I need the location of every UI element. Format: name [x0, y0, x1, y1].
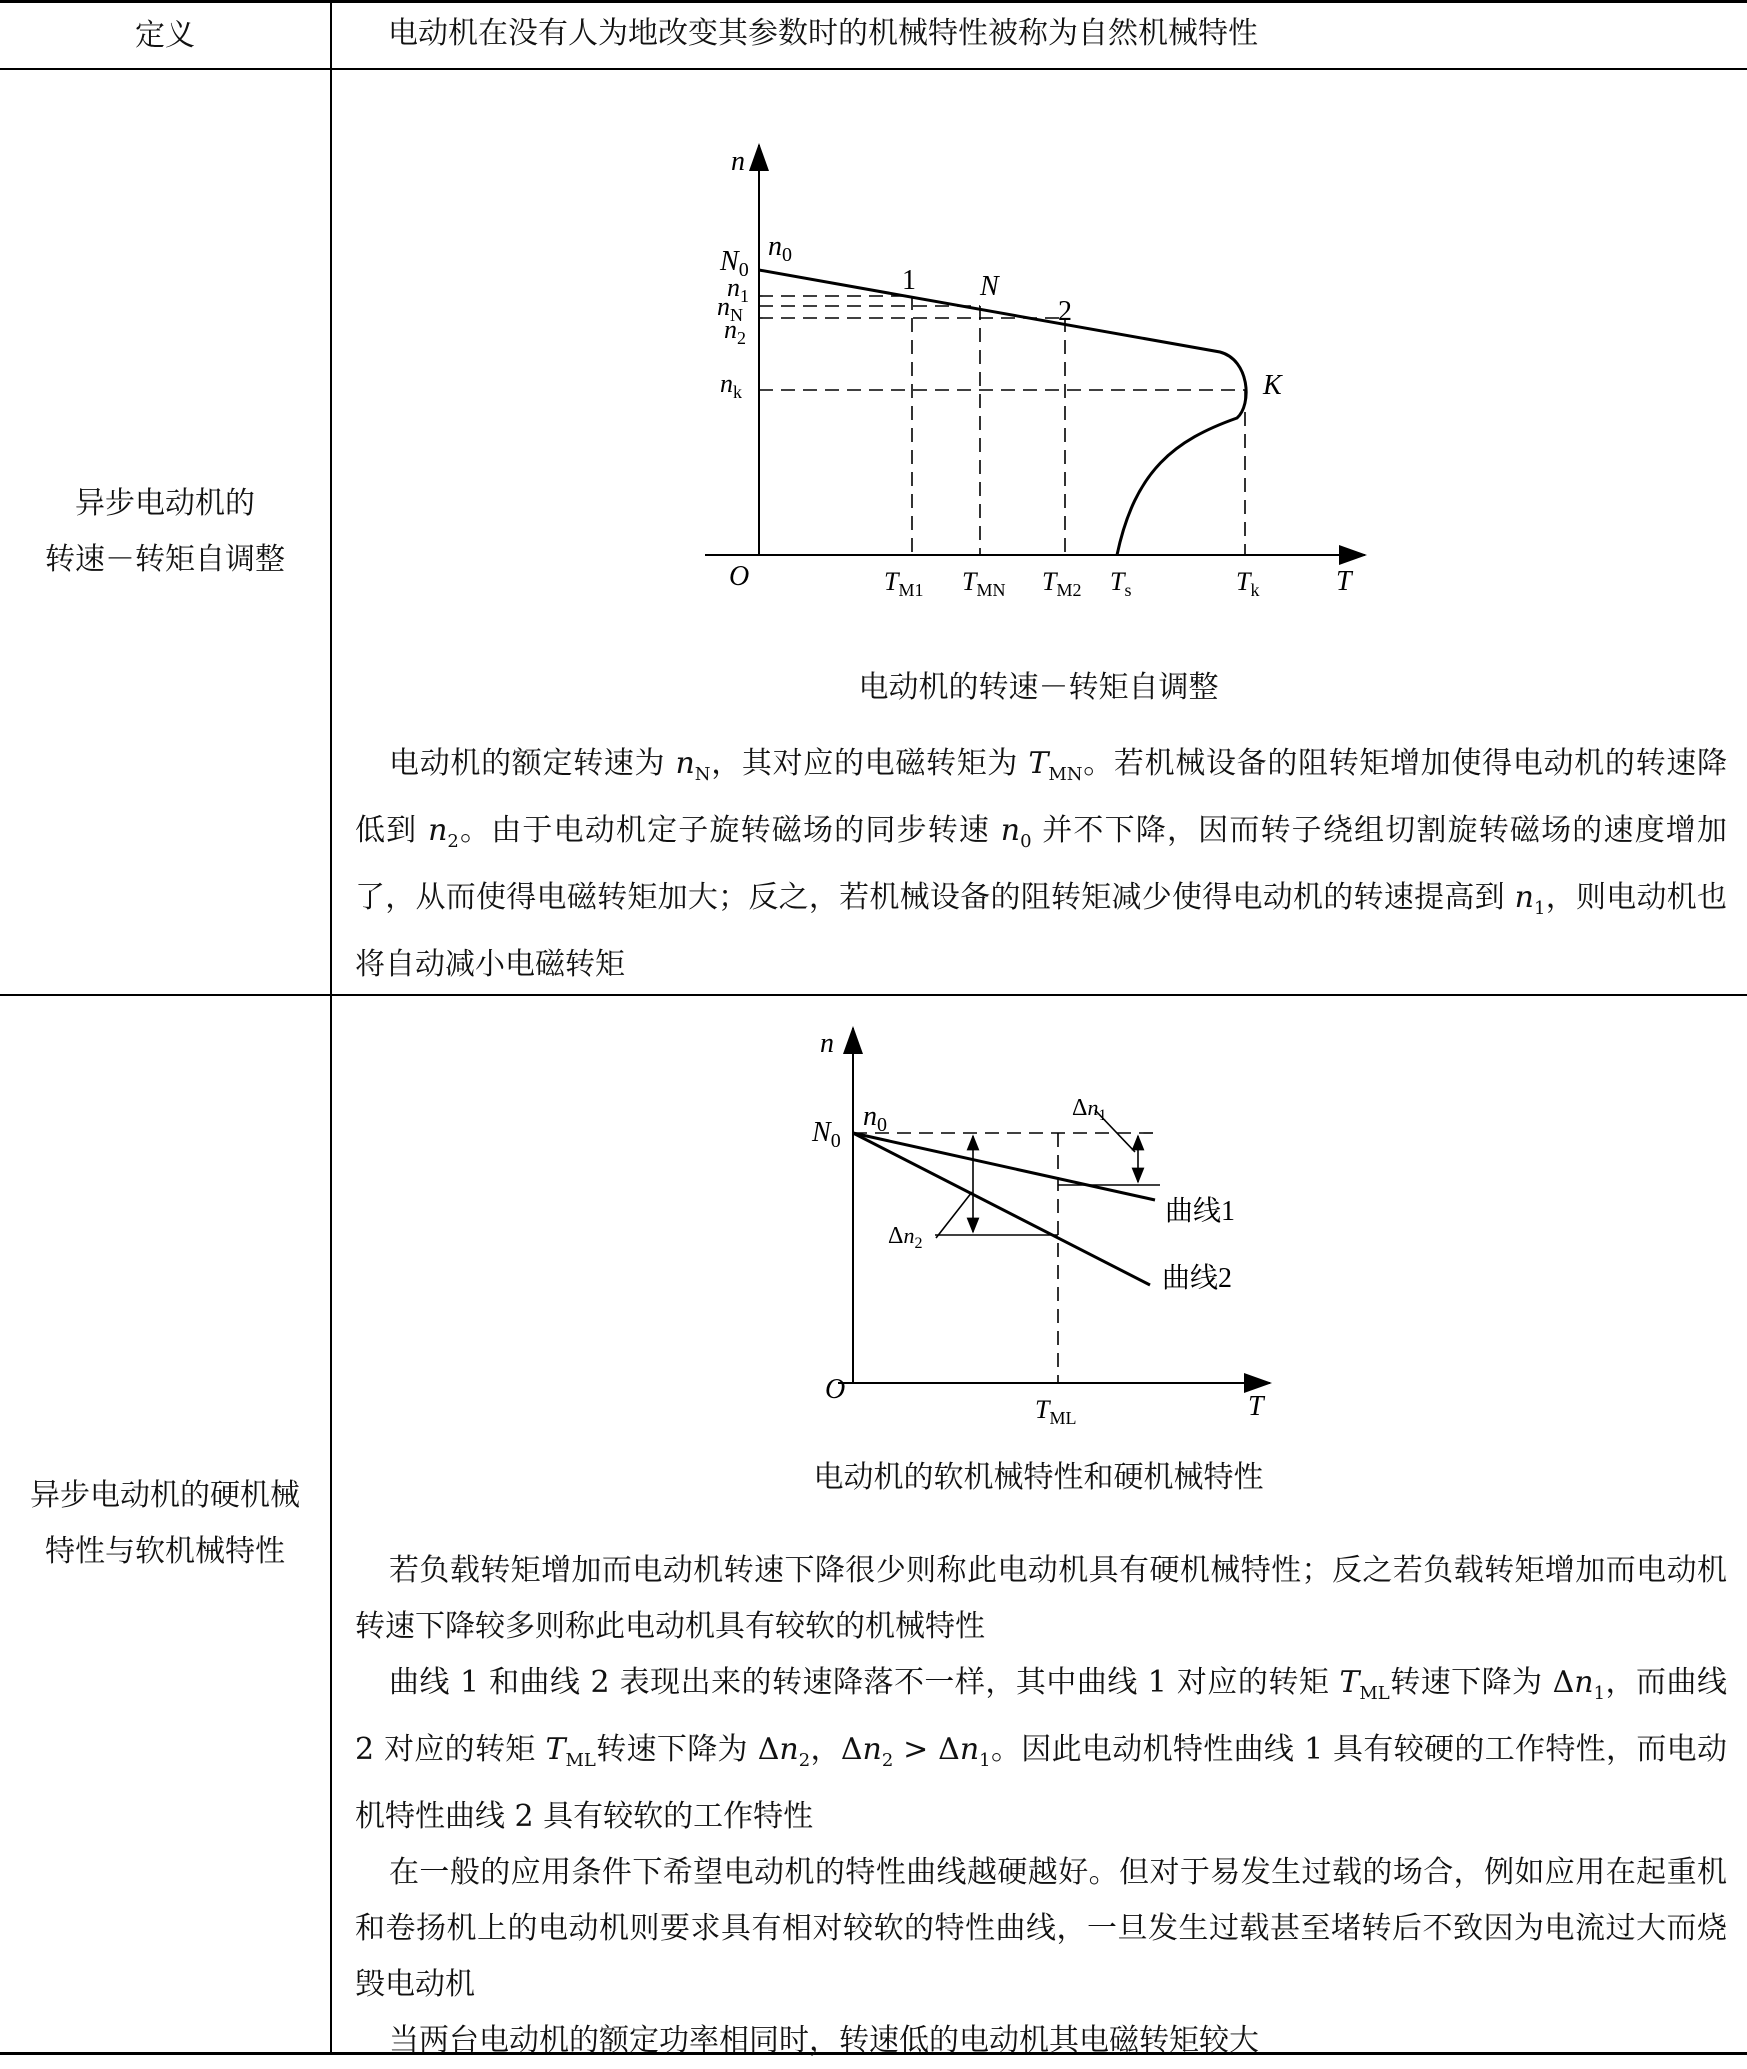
T-axis-label: T [1336, 566, 1352, 597]
n-axis-label-2: n [820, 1028, 834, 1059]
x-tick-Tk: $T_k$ [1236, 567, 1260, 600]
row-divider-2 [0, 994, 1747, 996]
guide-lines-2 [853, 1133, 1160, 1383]
point-K-label: K [1263, 370, 1282, 401]
row1-label: 定义 [135, 18, 195, 53]
n0-label-2: $n_0$ [863, 1101, 887, 1136]
y-tick-nk: $n_k$ [720, 369, 742, 402]
curve1-label: 曲线1 [1165, 1196, 1236, 1227]
row2-label-line2: 转速－转矩自调整 [45, 542, 285, 577]
row2-label-line1: 异步电动机的 [75, 486, 255, 521]
N0-label: $N_0$ [720, 246, 749, 281]
x-tick-Ts: $T_s$ [1110, 567, 1132, 600]
x-tick-TMN: $T_{MN}$ [962, 567, 1006, 600]
y-tick-n2: $n_2$ [724, 315, 746, 348]
curve2-label: 曲线2 [1162, 1263, 1233, 1294]
point-2-label: 2 [1058, 296, 1072, 327]
row3-paragraph-4: 当两台电动机的额定功率相同时，转速低的电动机其电磁转矩较大 [389, 2023, 1259, 2058]
row3-label-line2: 特性与软机械特性 [45, 1534, 285, 1569]
n-axis-label: n [731, 146, 745, 177]
y-tick-n1: $n_1$ [727, 273, 749, 306]
figure1-caption: 电动机的转速－转矩自调整 [858, 670, 1219, 705]
figure2-caption: 电动机的软机械特性和硬机械特性 [813, 1460, 1264, 1495]
point-1-label: 1 [902, 265, 916, 296]
point-N-label: N [980, 271, 999, 302]
characteristic-curve [759, 270, 1246, 555]
curve2 [853, 1133, 1150, 1285]
row3-paragraph-2: 曲线 1 和曲线 2 表现出来的转速降落不一样，其中曲线 1 对应的转矩 $T_{ML}$转速下降为 $\Delta n_1$，而曲线 2 对应的转矩 $T_{ML}$转速下降为 $\Delta n_2$，$\Delta n_2 > \Delta n_1$。因此电动机特性曲线 1 具有较硬的工作特性，而电动机特性曲线 2 具有较软的工作特性 [355, 1665, 1727, 1834]
n0-label: $n_0$ [768, 231, 792, 266]
x-tick-TM1: $T_{M1}$ [884, 567, 924, 600]
guide-lines [759, 296, 1245, 555]
delta-n2-label: $\Delta n_2$ [888, 1223, 923, 1252]
curve1 [853, 1133, 1155, 1200]
delta-markers [935, 1110, 1160, 1238]
y-tick-nN: $n_N$ [717, 292, 743, 325]
origin-label: O [729, 561, 750, 592]
delta-n1-label: $\Delta n_1$ [1072, 1095, 1107, 1124]
T-axis-label-2: T [1248, 1391, 1264, 1422]
row3-label [0, 1468, 330, 1580]
x-tick-TM2: $T_{M2}$ [1042, 567, 1082, 600]
N0-label-2: $N_0$ [812, 1117, 841, 1152]
hard-soft-characteristic-diagram [0, 1000, 1747, 1440]
origin-label-2: O [825, 1374, 846, 1405]
speed-torque-diagram [0, 0, 1747, 700]
row3-label-line1: 异步电动机的硬机械 [30, 1478, 300, 1513]
row2-paragraph: 电动机的额定转速为 $n_N$，其对应的电磁转矩为 $T_{MN}$。若机械设备的阻转矩增加使得电动机的转速降低到 $n_2$。由于电动机定子旋转磁场的同步转速 $n_0$ 并不下降，因而转子绕组切割旋转磁场的速度增加了，从而使得电磁转矩加大；反之，若机械设备的阻转矩减少使得电动机的转速提高到 $n_1$，则电动机也将自动减小电磁转矩 [355, 746, 1727, 982]
row3-paragraph-1: 若负载转矩增加而电动机转速下降很少则称此电动机具有硬机械特性；反之若负载转矩增加而电动机转速下降较多则称此电动机具有较软的机械特性 [355, 1553, 1727, 1644]
row3-paragraphs [355, 1543, 1727, 2069]
row1-definition: 电动机在没有人为地改变其参数时的机械特性被称为自然机械特性 [388, 16, 1258, 51]
x-tick-TML: $T_{ML}$ [1035, 1395, 1077, 1428]
row3-paragraph-3: 在一般的应用条件下希望电动机的特性曲线越硬越好。但对于易发生过载的场合，例如应用在起重机和卷扬机上的电动机则要求具有相对较软的特性曲线，一旦发生过载甚至堵转后不致因为电流过大而烧毁电动机 [355, 1855, 1727, 2002]
